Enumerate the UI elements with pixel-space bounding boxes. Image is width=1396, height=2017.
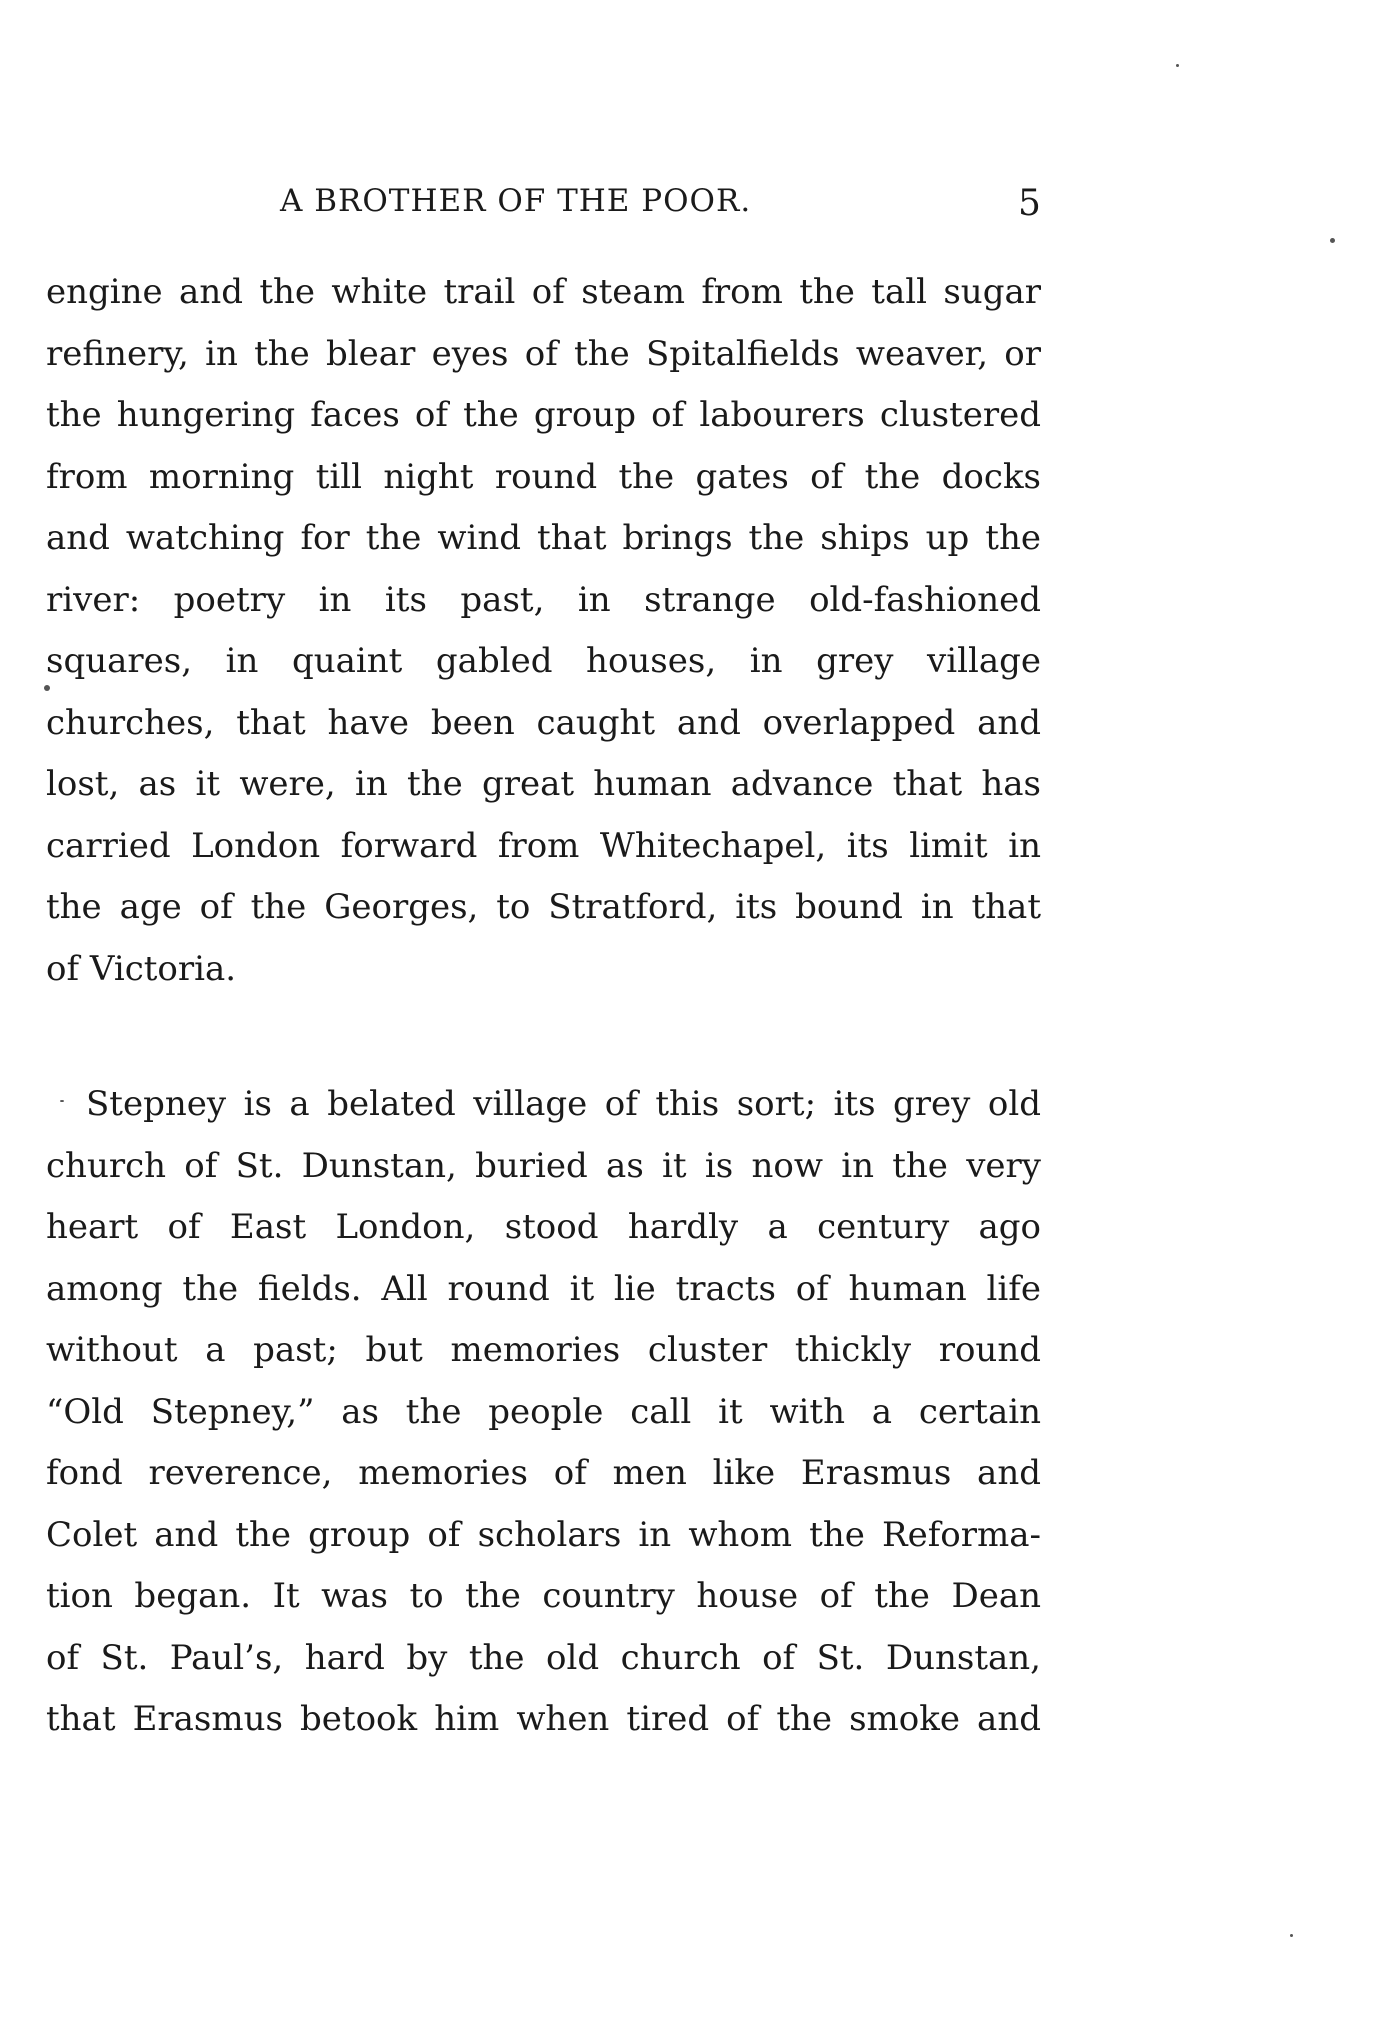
text-line: tion began. It was to the country house of the Dean bbox=[46, 1576, 1041, 1616]
running-title: A BROTHER OF THE POOR. bbox=[280, 183, 752, 219]
text-line: refinery, in the blear eyes of the Spitalfields weaver, or bbox=[46, 333, 1041, 374]
text-line: of St. Paul’s, hard by the old church of St. Dunstan, bbox=[46, 1637, 1041, 1678]
text-line: river: poetry in its past, in strange old-fashioned bbox=[46, 579, 1041, 620]
scan-speck bbox=[1290, 1934, 1293, 1937]
text-line: Stepney is a belated village of this sort; its grey old bbox=[86, 1084, 1041, 1124]
text-line: engine and the white trail of steam from the tall sugar bbox=[46, 272, 1041, 312]
text-line: carried London forward from Whitechapel, its limit in bbox=[46, 825, 1041, 866]
text-line: that Erasmus betook him when tired of the smoke and bbox=[46, 1699, 1041, 1739]
text-line: from morning till night round the gates of the docks bbox=[46, 456, 1041, 497]
scan-speck bbox=[44, 685, 50, 691]
page-header bbox=[0, 183, 1396, 233]
text-line: the hungering faces of the group of labourers clustered bbox=[46, 395, 1041, 435]
text-line: church of St. Dunstan, buried as it is now in the very bbox=[46, 1145, 1041, 1186]
text-line: lost, as it were, in the great human advance that has bbox=[46, 764, 1041, 804]
text-line: “Old Stepney,” as the people call it with a certain bbox=[46, 1391, 1041, 1432]
text-line: of Victoria. bbox=[46, 948, 237, 989]
text-line: without a past; but memories cluster thickly round bbox=[46, 1330, 1041, 1370]
text-line: Colet and the group of scholars in whom the Reforma- bbox=[46, 1514, 1041, 1555]
scan-speck bbox=[1176, 64, 1179, 67]
text-line: the age of the Georges, to Stratford, its bound in that bbox=[46, 887, 1041, 927]
scan-speck bbox=[60, 1100, 64, 1102]
paragraph-2 bbox=[46, 1074, 1041, 1751]
text-line: among the fields. All round it lie tracts of human life bbox=[46, 1268, 1041, 1309]
text-line: and watching for the wind that brings the ships up the bbox=[46, 518, 1041, 558]
text-line: squares, in quaint gabled houses, in grey village bbox=[46, 641, 1041, 681]
paragraph-1 bbox=[46, 262, 1041, 1000]
text-line: heart of East London, stood hardly a century ago bbox=[46, 1207, 1041, 1247]
page-number: 5 bbox=[1018, 183, 1041, 224]
text-line: fond reverence, memories of men like Erasmus and bbox=[46, 1453, 1041, 1493]
scan-speck bbox=[1330, 238, 1335, 243]
text-line: churches, that have been caught and overlapped and bbox=[46, 702, 1041, 743]
